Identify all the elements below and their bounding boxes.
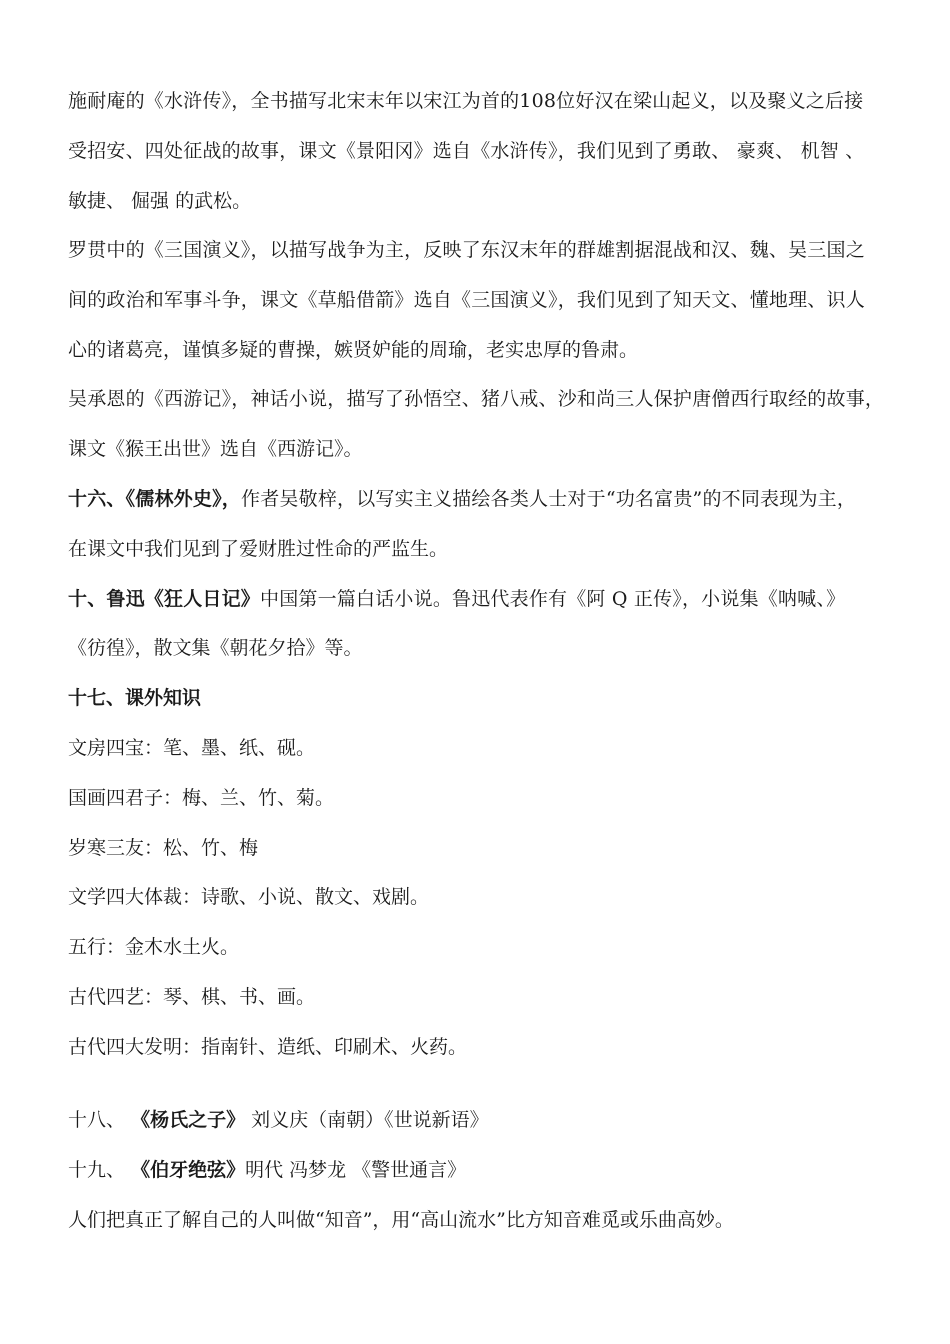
list-item: 文房四宝：笔、墨、纸、砚。 bbox=[68, 737, 316, 759]
list-item: 五行：金木水土火。 bbox=[68, 936, 240, 958]
entry-boya-rest: 明代 冯梦龙 《警世通言》 bbox=[245, 1159, 467, 1181]
paragraph-shuihu-line-2: 受招安、四处征战的故事，课文《景阳冈》选自《水浒传》，我们见到了勇敢、 豪爽、 机智 、 bbox=[68, 140, 865, 162]
entry-yangshi-title: 《杨氏之子》 bbox=[131, 1109, 246, 1131]
list-item: 古代四艺：琴、棋、书、画。 bbox=[68, 986, 316, 1008]
paragraph-luxun-line-1 bbox=[68, 587, 845, 611]
paragraph-xiyou-line-1: 吴承恩的《西游记》，神话小说，描写了孙悟空、猪八戒、沙和尚三人保护唐僧西行取经的故事， bbox=[68, 388, 885, 410]
entry-boya-prefix: 十九、 bbox=[68, 1159, 126, 1181]
list-item: 国画四君子：梅、兰、竹、菊。 bbox=[68, 787, 335, 809]
entry-boya-title: 《伯牙绝弦》 bbox=[131, 1159, 246, 1181]
entry-yangshi bbox=[68, 1108, 489, 1132]
paragraph-xiyou-line-2: 课文《猴王出世》选自《西游记》。 bbox=[68, 438, 363, 460]
paragraph-sanguo-line-3: 心的诸葛亮，谨慎多疑的曹操，嫉贤妒能的周瑜，老实忠厚的鲁肃。 bbox=[68, 339, 639, 361]
entry-boya bbox=[68, 1158, 466, 1182]
paragraph-luxun-line-2: 《彷徨》，散文集《朝花夕拾》等。 bbox=[68, 637, 363, 659]
paragraph-shuihu-line-3: 敏捷、 倔强 的武松。 bbox=[68, 190, 252, 212]
paragraph-rulin-line-2: 在课文中我们见到了爱财胜过性命的严监生。 bbox=[68, 538, 449, 560]
paragraph-sanguo-line-2: 间的政治和军事斗争，课文《草船借箭》选自《三国演义》，我们见到了知天文、懂地理、识人 bbox=[68, 289, 865, 311]
paragraph-zhiyin: 人们把真正了解自己的人叫做“知音”，用“高山流水”比方知音难觅或乐曲高妙。 bbox=[68, 1209, 734, 1231]
rulin-text: 作者吴敬梓，以写实主义描绘各类人士对于“功名富贵”的不同表现为主， bbox=[241, 488, 857, 510]
paragraph-sanguo-line-1: 罗贯中的《三国演义》，以描写战争为主，反映了东汉末年的群雄割据混战和汉、魏、吴三国之 bbox=[68, 239, 865, 261]
paragraph-shuihu-line-1: 施耐庵的《水浒传》，全书描写北宋末年以宋江为首的108位好汉在梁山起义，以及聚义之后接 bbox=[68, 90, 864, 112]
paragraph-rulin-line-1 bbox=[68, 487, 856, 511]
list-item: 文学四大体裁：诗歌、小说、散文、戏剧。 bbox=[68, 886, 430, 908]
list-item: 岁寒三友：松、竹、梅 bbox=[68, 837, 259, 859]
entry-yangshi-rest: 刘义庆（南朝）《世说新语》 bbox=[251, 1109, 489, 1131]
section-heading-kewai: 十七、课外知识 bbox=[68, 687, 202, 709]
luxun-heading: 十、鲁迅《狂人日记》 bbox=[68, 588, 261, 610]
rulin-heading: 十六、《儒林外史》， bbox=[68, 488, 242, 510]
list-item: 古代四大发明：指南针、造纸、印刷术、火药。 bbox=[68, 1036, 468, 1058]
luxun-text: 中国第一篇白话小说。鲁迅代表作有《阿 Q 正传》，小说集《呐喊、》 bbox=[260, 588, 846, 610]
entry-yangshi-prefix: 十八、 bbox=[68, 1109, 126, 1131]
